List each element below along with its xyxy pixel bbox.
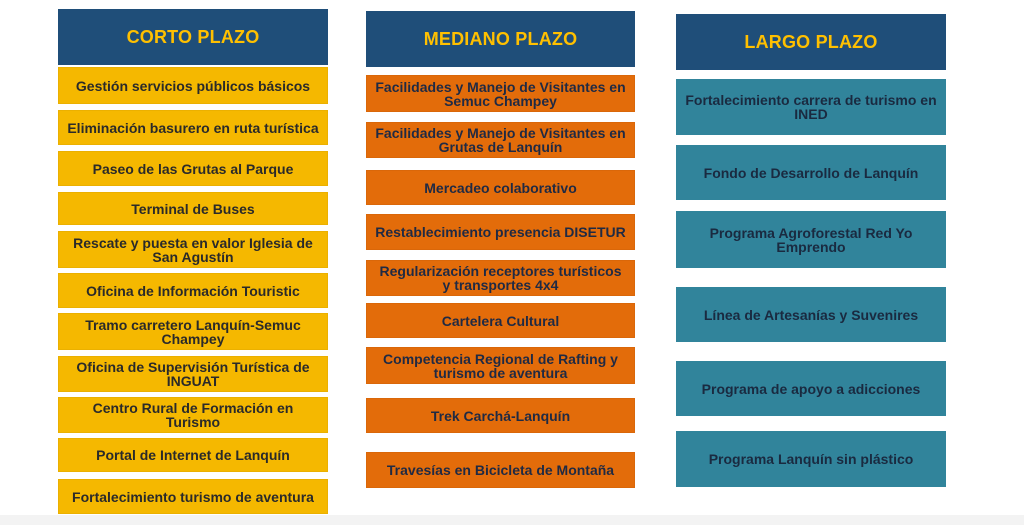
plan-item: Portal de Internet de Lanquín [58, 438, 328, 472]
plan-item: Trek Carchá-Lanquín [366, 398, 635, 433]
plan-item: Paseo de las Grutas al Parque [58, 151, 328, 186]
plan-item: Regularización receptores turísticos y transportes 4x4 [366, 260, 635, 296]
plan-item: Programa Lanquín sin plástico [676, 431, 946, 487]
plan-item: Mercadeo colaborativo [366, 170, 635, 205]
plan-item: Fondo de Desarrollo de Lanquín [676, 145, 946, 200]
plan-item: Fortalecimiento carrera de turismo en INED [676, 79, 946, 135]
plan-item: Terminal de Buses [58, 192, 328, 225]
plan-item: Travesías en Bicicleta de Montaña [366, 452, 635, 488]
plan-item: Facilidades y Manejo de Visitantes en Grutas de Lanquín [366, 122, 635, 158]
plan-item: Oficina de Información Touristic [58, 273, 328, 308]
plan-item: Programa de apoyo a adicciones [676, 361, 946, 416]
plan-item: Centro Rural de Formación en Turismo [58, 397, 328, 433]
plan-item: Facilidades y Manejo de Visitantes en Semuc Champey [366, 75, 635, 112]
plan-item: Programa Agroforestal Red Yo Emprendo [676, 211, 946, 268]
plan-item: Rescate y puesta en valor Iglesia de San Agustín [58, 231, 328, 268]
plan-item: Gestión servicios públicos básicos [58, 67, 328, 104]
plan-item: Oficina de Supervisión Turística de INGUAT [58, 356, 328, 392]
plan-item: Restablecimiento presencia DISETUR [366, 214, 635, 250]
plan-item: Línea de Artesanías y Suvenires [676, 287, 946, 342]
bottom-band [0, 515, 1024, 525]
plan-item: Competencia Regional de Rafting y turismo de aventura [366, 347, 635, 384]
plan-item: Eliminación basurero en ruta turística [58, 110, 328, 145]
column-header: LARGO PLAZO [676, 14, 946, 70]
plan-item: Cartelera Cultural [366, 303, 635, 338]
column-header: CORTO PLAZO [58, 9, 328, 65]
plan-item: Fortalecimiento turismo de aventura [58, 479, 328, 514]
plan-item: Tramo carretero Lanquín-Semuc Champey [58, 313, 328, 350]
column-header: MEDIANO PLAZO [366, 11, 635, 67]
